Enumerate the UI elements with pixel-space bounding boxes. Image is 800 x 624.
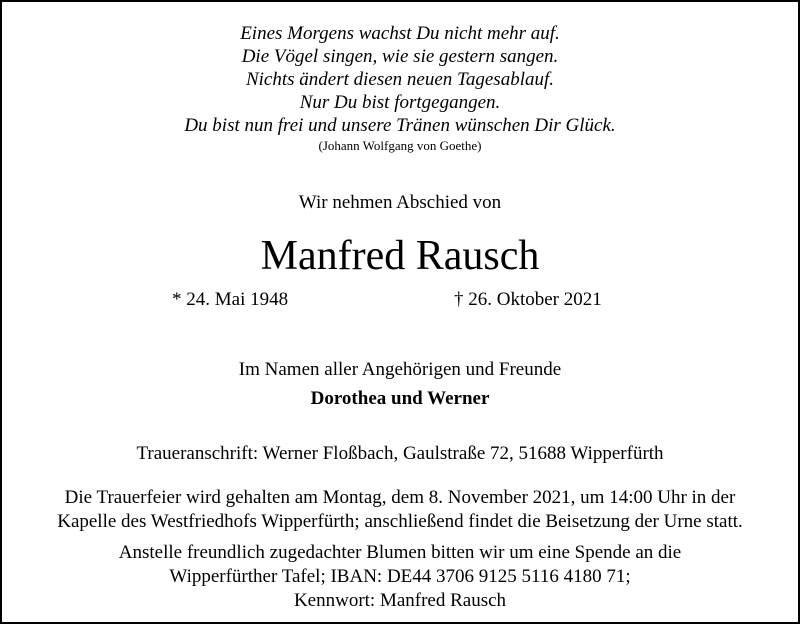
poem (2, 22, 798, 137)
birth-date: * 24. Mai 1948 (172, 289, 289, 310)
poem-line: Nichts ändert diesen neuen Tagesablauf. (245, 69, 555, 90)
signers: Dorothea und Werner (310, 388, 490, 409)
donation-line: Anstelle freundlich zugedachter Blumen bitten wir um eine Spende an die (118, 542, 682, 563)
mourning-address: Traueranschrift: Werner Floßbach, Gaulstraße 72, 51688 Wipperfürth (136, 443, 664, 464)
poem-line: Die Vögel singen, wie sie gestern sangen. (241, 46, 559, 67)
farewell-intro: Wir nehmen Abschied von (298, 192, 502, 213)
poem-line: Du bist nun frei und unsere Tränen wünschen Dir Glück. (184, 115, 616, 136)
donation-info (2, 541, 798, 613)
poem-author: (Johann Wolfgang von Goethe) (318, 138, 482, 153)
donation-line: Kennwort: Manfred Rausch (293, 590, 507, 611)
family-line: Im Namen aller Angehörigen und Freunde (238, 359, 562, 380)
service-info (2, 486, 798, 534)
deceased-name: Manfred Rausch (260, 233, 540, 279)
poem-line: Nur Du bist fortgegangen. (299, 92, 501, 113)
service-line: Kapelle des Westfriedhofs Wipperfürth; anschließend findet die Beisetzung der Urne statt. (57, 511, 743, 532)
death-date: † 26. Oktober 2021 (454, 289, 602, 310)
poem-line: Eines Morgens wachst Du nicht mehr auf. (240, 23, 560, 44)
service-line: Die Trauerfeier wird gehalten am Montag, dem 8. November 2021, um 14:00 Uhr in der (64, 487, 736, 508)
donation-line: Wipperfürther Tafel; IBAN: DE44 3706 9125 5116 4180 71; (169, 566, 631, 587)
